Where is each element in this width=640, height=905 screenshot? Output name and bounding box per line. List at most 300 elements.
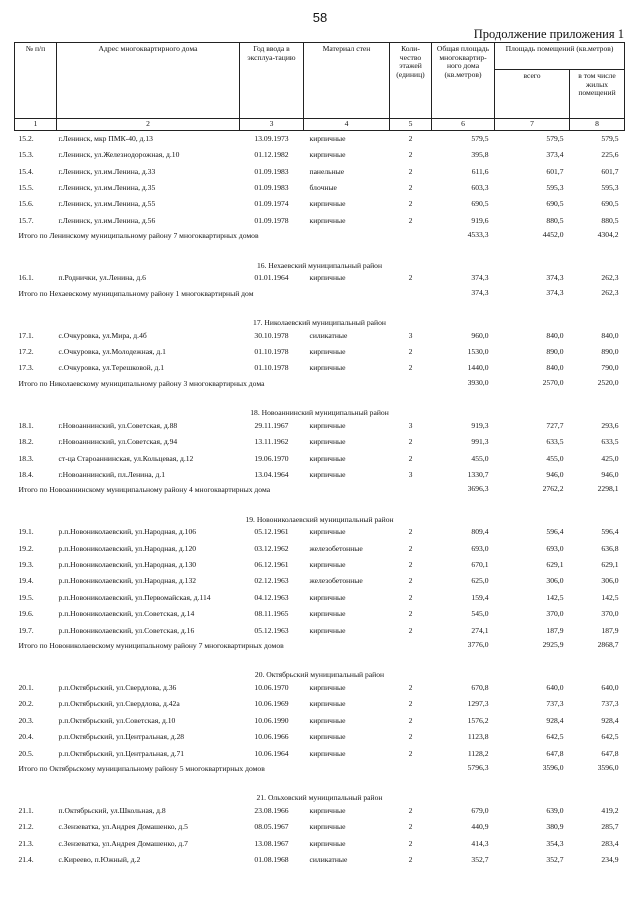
table-row	[15, 803, 625, 819]
row-address: г.Ленинск, ул.им.Ленина, д.56	[58, 215, 156, 225]
table-row	[15, 328, 625, 344]
row-number: 21.1.	[18, 805, 34, 815]
row-material: кирпичные	[309, 715, 346, 725]
row-floors: 2	[408, 609, 413, 619]
total-row	[15, 377, 625, 400]
row-premises-living: 840,0	[601, 330, 619, 340]
section-title: 18. Новоаннинский муниципальный район	[250, 408, 389, 418]
row-floors: 2	[408, 822, 413, 832]
row-year: 01.09.1983	[254, 183, 289, 192]
row-premises-all: 840,0	[546, 363, 564, 373]
header-year: Год ввода в эксплуа-тацию	[240, 43, 304, 119]
row-premises-living: 636,8	[601, 543, 619, 553]
row-premises-all: 579,5	[546, 133, 564, 143]
row-year: 19.06.1970	[254, 453, 289, 463]
row-premises-all: 374,3	[546, 273, 564, 283]
row-material: кирпичные	[309, 453, 346, 463]
col-number: 5	[390, 119, 432, 131]
row-premises-living: 928,4	[601, 715, 619, 725]
row-material: силикатные	[309, 855, 348, 865]
row-number: 20.5.	[18, 748, 34, 758]
row-year: 08.11.1965	[254, 609, 289, 619]
row-number: 19.7.	[18, 625, 34, 635]
row-premises-all: 187,9	[546, 625, 564, 635]
row-number: 20.3.	[18, 715, 34, 725]
total-label: Итого по Новониколаевскому муниципальному району 7 многоквартирных домов	[18, 641, 284, 651]
header-no: № п/п	[15, 43, 57, 119]
row-floors: 2	[408, 346, 413, 356]
row-floors: 2	[408, 699, 413, 709]
row-number: 21.2.	[18, 822, 34, 832]
row-premises-living: 642,5	[601, 732, 619, 742]
row-address: р.п.Новониколаевский, ул.Народная, д.106	[58, 527, 197, 537]
row-floors: 3	[408, 469, 413, 479]
row-address: ст-ца Староаннинская, ул.Кольцевая, д.12	[58, 453, 194, 463]
table-row	[15, 344, 625, 360]
row-premises-living: 647,8	[601, 748, 619, 758]
row-number: 18.1.	[18, 420, 34, 430]
row-premises-living: 595,3	[601, 183, 619, 192]
row-material: кирпичные	[309, 363, 346, 373]
row-year: 30.10.1978	[254, 330, 289, 340]
row-total-area: 1530,0	[467, 346, 489, 356]
row-address: р.п.Новониколаевский, ул.Первомайская, д.114	[58, 592, 211, 602]
row-premises-all: 596,4	[546, 527, 564, 537]
row-address: р.п.Октябрьский, ул.Свердлова, д.42а	[58, 699, 180, 709]
table-row	[15, 680, 625, 696]
row-year: 10.06.1966	[254, 732, 289, 742]
row-material: блочные	[309, 183, 337, 192]
section-header	[15, 400, 625, 418]
total-row	[15, 287, 625, 310]
row-premises-living: 425,0	[601, 453, 619, 463]
row-year: 05.12.1963	[254, 625, 289, 635]
col-number: 6	[432, 119, 495, 131]
row-premises-all: 306,0	[546, 576, 564, 586]
total-premises-all: 4452,0	[542, 230, 564, 240]
row-address: с.Зензеватка, ул.Андрея Домашенко, д.5	[58, 822, 188, 832]
row-premises-living: 262,3	[601, 273, 619, 283]
header-all: всего	[495, 70, 570, 119]
row-material: кирпичные	[309, 838, 346, 848]
row-floors: 2	[408, 838, 413, 848]
table-row	[15, 418, 625, 434]
row-premises-all: 601,7	[546, 166, 564, 176]
row-premises-living: 880,5	[601, 215, 619, 225]
table-row	[15, 746, 625, 762]
row-total-area: 455,0	[471, 453, 489, 463]
row-number: 17.1.	[18, 330, 34, 340]
table-row	[15, 524, 625, 540]
table-row	[15, 541, 625, 557]
table-row	[15, 836, 625, 852]
row-floors: 2	[408, 166, 413, 176]
row-total-area: 1330,7	[467, 469, 489, 479]
col-number: 8	[570, 119, 625, 131]
total-row	[15, 483, 625, 506]
row-address: с.Очкуровка, ул.Мира, д.4б	[58, 330, 147, 340]
row-total-area: 440,9	[471, 822, 489, 832]
row-total-area: 670,8	[471, 683, 489, 693]
row-floors: 2	[408, 683, 413, 693]
header-total-area: Общая площадь многоквартир-ного дома (кв.метров)	[432, 43, 495, 119]
row-material: панельные	[309, 166, 345, 176]
row-premises-all: 352,7	[546, 855, 564, 865]
row-floors: 2	[408, 527, 413, 537]
row-year: 13.09.1973	[254, 133, 289, 143]
section-title: 21. Ольховский муниципальный район	[256, 793, 383, 803]
row-number: 15.3.	[18, 150, 34, 160]
col-number: 7	[495, 119, 570, 131]
row-total-area: 545,0	[471, 609, 489, 619]
row-premises-all: 380,9	[546, 822, 564, 832]
row-premises-all: 642,5	[546, 732, 564, 742]
row-year: 03.12.1962	[254, 543, 289, 553]
row-total-area: 374,3	[471, 273, 489, 283]
row-premises-all: 693,0	[546, 543, 564, 553]
table-row	[15, 180, 625, 196]
total-premises-all: 2570,0	[542, 377, 564, 387]
row-total-area: 414,3	[471, 838, 489, 848]
total-area: 3696,3	[467, 484, 489, 494]
row-number: 21.4.	[18, 855, 34, 865]
row-year: 10.06.1969	[254, 699, 289, 709]
table-row	[15, 557, 625, 573]
row-total-area: 1297,3	[467, 699, 489, 709]
row-material: кирпичные	[309, 420, 346, 430]
row-material: кирпичные	[309, 748, 346, 758]
row-premises-living: 142,5	[601, 592, 619, 602]
row-total-area: 1128,2	[467, 748, 489, 758]
total-premises-all: 3596,0	[542, 763, 564, 773]
row-total-area: 611,6	[471, 166, 489, 176]
row-floors: 2	[408, 576, 413, 586]
row-number: 21.3.	[18, 838, 34, 848]
row-floors: 2	[408, 453, 413, 463]
total-row	[15, 639, 625, 662]
row-premises-all: 880,5	[546, 215, 564, 225]
row-address: г.Ленинск, ул.им.Ленина, д.33	[58, 166, 156, 176]
row-year: 01.09.1978	[254, 215, 289, 225]
row-total-area: 960,0	[471, 330, 489, 340]
row-total-area: 690,5	[471, 199, 489, 209]
row-year: 01.09.1983	[254, 166, 289, 176]
row-premises-living: 629,1	[601, 560, 619, 570]
row-premises-living: 225,6	[601, 150, 619, 160]
row-address: р.п.Новониколаевский, ул.Народная, д.130	[58, 560, 197, 570]
row-number: 19.4.	[18, 576, 34, 586]
row-premises-living: 285,7	[601, 822, 619, 832]
row-floors: 2	[408, 363, 413, 373]
row-material: силикатные	[309, 330, 348, 340]
row-year: 10.06.1970	[254, 683, 289, 693]
total-area: 4533,3	[467, 230, 489, 240]
row-floors: 2	[408, 732, 413, 742]
row-total-area: 625,0	[471, 576, 489, 586]
row-total-area: 395,8	[471, 150, 489, 160]
col-number: 2	[57, 119, 240, 131]
row-number: 17.3.	[18, 363, 34, 373]
table-row	[15, 434, 625, 450]
total-premises-living: 4304,2	[597, 230, 619, 240]
row-year: 04.12.1963	[254, 592, 289, 602]
section-header	[15, 785, 625, 803]
row-total-area: 579,5	[471, 133, 489, 143]
row-year: 10.06.1964	[254, 748, 289, 758]
total-area: 5796,3	[467, 763, 489, 773]
section-header	[15, 662, 625, 680]
row-number: 15.2.	[18, 133, 34, 143]
row-premises-living: 234,9	[601, 855, 619, 865]
row-address: п.Роднички, ул.Ленина, д.6	[58, 273, 146, 283]
row-material: кирпичные	[309, 699, 346, 709]
header-floors: Коли-чество этажей (единиц)	[390, 43, 432, 119]
table-row	[15, 820, 625, 836]
row-year: 01.10.1978	[254, 363, 289, 373]
row-premises-all: 946,0	[546, 469, 564, 479]
row-address: р.п.Новониколаевский, ул.Народная, д.120	[58, 543, 197, 553]
row-floors: 2	[408, 183, 413, 192]
row-material: кирпичные	[309, 199, 346, 209]
row-premises-living: 640,0	[601, 683, 619, 693]
row-floors: 3	[408, 420, 413, 430]
row-premises-living: 370,0	[601, 609, 619, 619]
total-area: 3930,0	[467, 377, 489, 387]
row-total-area: 1576,2	[467, 715, 489, 725]
row-address: с.Очкуровка, ул.Молодежная, д.1	[58, 346, 166, 356]
total-row	[15, 229, 625, 252]
row-premises-living: 283,4	[601, 838, 619, 848]
section-title: 20. Октябрьский муниципальный район	[254, 670, 385, 680]
row-material: кирпичные	[309, 346, 346, 356]
row-material: кирпичные	[309, 560, 346, 570]
row-premises-all: 727,7	[546, 420, 564, 430]
row-number: 20.1.	[18, 683, 34, 693]
row-address: р.п.Новониколаевский, ул.Советская, д.16	[58, 625, 195, 635]
row-floors: 2	[408, 592, 413, 602]
total-label: Итого по Новоаннинскому муниципальному району 4 многоквартирных дома	[18, 485, 271, 495]
row-number: 16.1.	[18, 273, 34, 283]
row-total-area: 1123,8	[467, 732, 489, 742]
row-year: 01.10.1978	[254, 346, 289, 356]
page-number: 58	[312, 10, 328, 25]
row-number: 19.2.	[18, 543, 34, 553]
table-body	[15, 131, 625, 869]
row-total-area: 352,7	[471, 855, 489, 865]
row-address: п.Октябрьский, ул.Школьная, д.8	[58, 805, 166, 815]
row-address: р.п.Новониколаевский, ул.Народная, д.132	[58, 576, 197, 586]
housing-table	[14, 42, 625, 869]
table-row	[15, 729, 625, 745]
row-address: г.Ленинск, ул.им.Ленина, д.55	[58, 199, 156, 209]
total-label: Итого по Нехаевскому муниципальному району 1 многоквартирный дом	[18, 288, 254, 298]
row-year: 13.04.1964	[254, 469, 289, 479]
row-premises-all: 890,0	[546, 346, 564, 356]
table-row	[15, 467, 625, 483]
row-material: кирпичные	[309, 732, 346, 742]
row-material: железобетонные	[309, 543, 363, 553]
row-floors: 2	[408, 748, 413, 758]
row-premises-living: 419,2	[601, 805, 619, 815]
row-year: 13.08.1967	[254, 838, 289, 848]
row-premises-all: 142,5	[546, 592, 564, 602]
row-premises-all: 737,3	[546, 699, 564, 709]
row-material: кирпичные	[309, 133, 346, 143]
total-premises-living: 3596,0	[597, 763, 619, 773]
total-label: Итого по Ленинскому муниципальному району 7 многоквартирных домов	[18, 231, 259, 241]
total-premises-living: 262,3	[601, 287, 619, 297]
row-total-area: 693,0	[471, 543, 489, 553]
row-premises-all: 928,4	[546, 715, 564, 725]
row-total-area: 159,4	[471, 592, 489, 602]
total-premises-all: 374,3	[546, 287, 564, 297]
row-premises-all: 640,0	[546, 683, 564, 693]
row-address: г.Новоаннинский, пл.Ленина, д.1	[58, 469, 166, 479]
row-premises-living: 601,7	[601, 166, 619, 176]
row-premises-living: 187,9	[601, 625, 619, 635]
row-material: кирпичные	[309, 683, 346, 693]
table-row	[15, 623, 625, 639]
row-premises-living: 293,6	[601, 420, 619, 430]
row-number: 19.6.	[18, 609, 34, 619]
row-premises-living: 790,0	[601, 363, 619, 373]
row-address: г.Новоаннинский, ул.Советская, д.88	[58, 420, 178, 430]
row-address: с.Зензеватка, ул.Андрея Домашенко, д.7	[58, 838, 188, 848]
row-premises-all: 690,5	[546, 199, 564, 209]
row-number: 18.3.	[18, 453, 34, 463]
section-header	[15, 506, 625, 524]
table-row	[15, 197, 625, 213]
row-number: 19.5.	[18, 592, 34, 602]
row-address: г.Новоаннинский, ул.Советская, д.94	[58, 437, 178, 447]
row-year: 01.12.1982	[254, 150, 289, 160]
row-total-area: 670,1	[471, 560, 489, 570]
row-premises-all: 629,1	[546, 560, 564, 570]
row-year: 29.11.1967	[254, 420, 289, 430]
table-row	[15, 590, 625, 606]
row-address: р.п.Октябрьский, ул.Советская, д.10	[58, 715, 176, 725]
row-premises-all: 639,0	[546, 805, 564, 815]
row-premises-living: 690,5	[601, 199, 619, 209]
row-premises-all: 455,0	[546, 453, 564, 463]
row-floors: 2	[408, 215, 413, 225]
row-floors: 2	[408, 133, 413, 143]
table-row	[15, 164, 625, 180]
row-premises-living: 306,0	[601, 576, 619, 586]
table-row	[15, 713, 625, 729]
row-floors: 2	[408, 273, 413, 283]
row-year: 02.12.1963	[254, 576, 289, 586]
row-number: 17.2.	[18, 346, 34, 356]
total-premises-all: 2762,2	[542, 484, 564, 494]
table-row	[15, 852, 625, 868]
header-living: в том числе жилых помещений	[570, 70, 625, 119]
table-row	[15, 361, 625, 377]
row-premises-all: 647,8	[546, 748, 564, 758]
row-total-area: 1440,0	[467, 363, 489, 373]
table-row	[15, 213, 625, 229]
row-premises-living: 633,5	[601, 437, 619, 447]
row-year: 13.11.1962	[254, 437, 289, 447]
row-number: 15.5.	[18, 183, 34, 192]
row-floors: 2	[408, 150, 413, 160]
total-row	[15, 762, 625, 785]
row-total-area: 991,3	[471, 437, 489, 447]
table-row	[15, 270, 625, 286]
row-address: р.п.Октябрьский, ул.Свердлова, д.36	[58, 683, 177, 693]
row-material: железобетонные	[309, 576, 363, 586]
row-total-area: 679,0	[471, 805, 489, 815]
total-label: Итого по Октябрьскому муниципальному району 5 многоквартирных домов	[18, 764, 265, 774]
row-number: 15.6.	[18, 199, 34, 209]
row-premises-all: 373,4	[546, 150, 564, 160]
row-year: 01.08.1968	[254, 855, 289, 865]
row-material: кирпичные	[309, 150, 346, 160]
table-row	[15, 697, 625, 713]
row-address: с.Очкуровка, ул.Терешковой, д.1	[58, 363, 165, 373]
row-floors: 3	[408, 330, 413, 340]
row-number: 15.7.	[18, 215, 34, 225]
row-material: кирпичные	[309, 437, 346, 447]
row-year: 23.08.1966	[254, 805, 289, 815]
section-header	[15, 252, 625, 270]
row-material: кирпичные	[309, 609, 346, 619]
row-material: кирпичные	[309, 469, 346, 479]
total-area: 374,3	[471, 287, 489, 297]
total-area: 3776,0	[467, 640, 489, 650]
section-title: 16. Нехаевский муниципальный район	[256, 260, 383, 270]
row-material: кирпичные	[309, 273, 346, 283]
row-address: г.Ленинск, мкр ПМК-40, д.13	[58, 133, 153, 143]
row-material: кирпичные	[309, 805, 346, 815]
table-row	[15, 147, 625, 163]
total-label: Итого по Николаевскому муниципальному району 3 многоквартирных дома	[18, 378, 265, 388]
row-floors: 2	[408, 543, 413, 553]
row-material: кирпичные	[309, 625, 346, 635]
row-year: 06.12.1961	[254, 560, 289, 570]
row-number: 18.4.	[18, 469, 34, 479]
row-total-area: 603,3	[471, 183, 489, 192]
row-premises-all: 595,3	[546, 183, 564, 192]
row-premises-living: 890,0	[601, 346, 619, 356]
row-address: р.п.Октябрьский, ул.Центральная, д.71	[58, 748, 185, 758]
row-number: 15.4.	[18, 166, 34, 176]
row-year: 05.12.1961	[254, 527, 289, 537]
row-material: кирпичные	[309, 592, 346, 602]
row-number: 19.3.	[18, 560, 34, 570]
total-premises-living: 2868,7	[597, 640, 619, 650]
row-premises-living: 596,4	[601, 527, 619, 537]
row-total-area: 919,3	[471, 420, 489, 430]
row-material: кирпичные	[309, 215, 346, 225]
row-number: 18.2.	[18, 437, 34, 447]
row-floors: 2	[408, 625, 413, 635]
row-address: г.Ленинск, ул.им.Ленина, д.35	[58, 183, 156, 192]
total-premises-living: 2520,0	[597, 377, 619, 387]
row-total-area: 809,4	[471, 527, 489, 537]
row-premises-living: 737,3	[601, 699, 619, 709]
row-floors: 2	[408, 715, 413, 725]
row-address: с.Киреево, п.Южный, д.2	[58, 855, 141, 865]
header-address: Адрес многоквартирного дома	[57, 43, 240, 119]
row-premises-living: 946,0	[601, 469, 619, 479]
section-title: 17. Николаевский муниципальный район	[253, 318, 386, 328]
header-premises: Площадь помещений (кв.метров)	[495, 43, 625, 70]
header-material: Материал стен	[304, 43, 390, 119]
row-number: 19.1.	[18, 527, 34, 537]
row-floors: 2	[408, 437, 413, 447]
row-number: 20.2.	[18, 699, 34, 709]
